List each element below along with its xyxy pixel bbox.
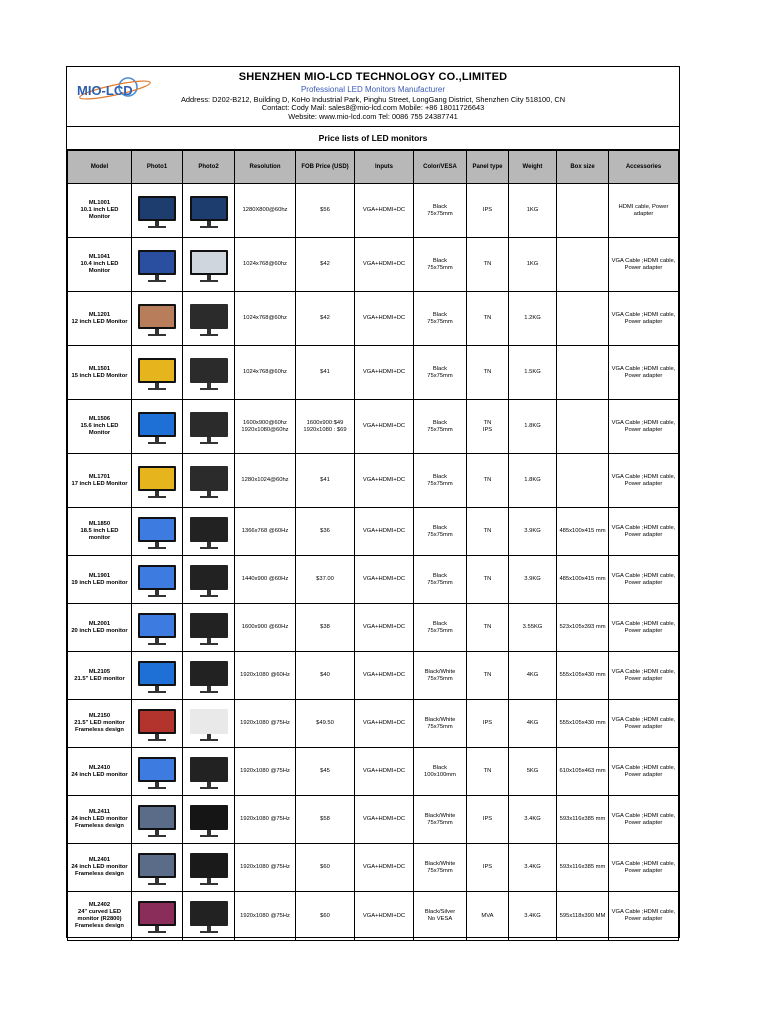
model-cell: ML2401 24 inch LED monitor Frameless design [68, 844, 132, 892]
panel-cell: IPS [467, 844, 509, 892]
resolution-cell: 1024x768@60hz [235, 346, 296, 400]
weight-cell: 5KG [509, 748, 557, 796]
photo1-cell [132, 346, 183, 400]
box-cell: 485x100x415 mm [557, 508, 609, 556]
table-row [68, 346, 679, 400]
inputs-cell: VGA+HDMI+DC [355, 454, 414, 508]
weight-cell: 3.9KG [509, 556, 557, 604]
accessories-cell: VGA Cable ;HDMI cable, Power adapter [609, 892, 679, 941]
photo2-cell [183, 796, 235, 844]
table-row [68, 652, 679, 700]
panel-cell: TN [467, 604, 509, 652]
accessories-cell: VGA Cable ;HDMI cable, Power adapter [609, 556, 679, 604]
photo1-cell [132, 292, 183, 346]
price-cell: $42 [296, 292, 355, 346]
monitor-flowers-image [135, 608, 179, 648]
monitor-face-image [135, 299, 179, 339]
inputs-cell: VGA+HDMI+DC [355, 508, 414, 556]
resolution-cell: 1920x1080 @75Hz [235, 748, 296, 796]
price-cell: $56 [296, 184, 355, 238]
photo1-cell [132, 748, 183, 796]
inputs-cell: VGA+HDMI+DC [355, 652, 414, 700]
col-box: Box size [557, 151, 609, 184]
monitor-red-frameless-image [135, 704, 179, 744]
weight-cell: 3.4KG [509, 844, 557, 892]
color-cell: Black/White 75x75mm [414, 652, 467, 700]
accessories-cell: VGA Cable ;HDMI cable, Power adapter [609, 400, 679, 454]
panel-cell: IPS [467, 796, 509, 844]
monitor-back-image [187, 353, 231, 393]
col-panel: Panel type [467, 151, 509, 184]
accessories-cell: VGA Cable ;HDMI cable, Power adapter [609, 292, 679, 346]
price-cell: $60 [296, 892, 355, 941]
table-row [68, 184, 679, 238]
color-cell: Black 75x75mm [414, 184, 467, 238]
weight-cell: 3.55KG [509, 604, 557, 652]
photo2-cell [183, 346, 235, 400]
color-cell: Black 75x75mm [414, 346, 467, 400]
panel-cell: TN [467, 556, 509, 604]
box-cell [557, 292, 609, 346]
photo2-cell [183, 700, 235, 748]
color-cell: Black 75x75mm [414, 400, 467, 454]
table-row [68, 748, 679, 796]
col-model: Model [68, 151, 132, 184]
resolution-cell: 1280x1024@60hz [235, 454, 296, 508]
photo1-cell [132, 508, 183, 556]
photo2-cell [183, 400, 235, 454]
panel-cell: IPS [467, 700, 509, 748]
price-list-title: Price lists of LED monitors [67, 126, 679, 150]
table-row [68, 604, 679, 652]
model-cell: ML1850 18.5 inch LED monitor [68, 508, 132, 556]
price-cell: $45 [296, 748, 355, 796]
inputs-cell: VGA+HDMI+DC [355, 700, 414, 748]
company-name: SHENZHEN MIO-LCD TECHNOLOGY CO.,LIMITED [238, 71, 508, 83]
box-cell: 485x100x415 mm [557, 556, 609, 604]
model-cell: ML1901 19 inch LED monitor [68, 556, 132, 604]
weight-cell: 3.9KG [509, 508, 557, 556]
table-row [68, 796, 679, 844]
resolution-cell: 1600x900 @60Hz [235, 604, 296, 652]
model-cell: ML2402 24" curved LED monitor (R2800) Frameless design [68, 892, 132, 941]
monitor-white-back-image [187, 704, 231, 744]
inputs-cell: VGA+HDMI+DC [355, 292, 414, 346]
weight-cell: 1KG [509, 184, 557, 238]
photo2-cell [183, 844, 235, 892]
box-cell [557, 400, 609, 454]
weight-cell: 3.4KG [509, 796, 557, 844]
col-resolution: Resolution [235, 151, 296, 184]
photo1-cell [132, 892, 183, 941]
accessories-cell: VGA Cable ;HDMI cable, Power adapter [609, 748, 679, 796]
monitor-back-wide-image [187, 656, 231, 696]
price-cell: $58 [296, 796, 355, 844]
monitor-flowers-image [135, 512, 179, 552]
photo2-cell [183, 604, 235, 652]
monitor-back-wide-image [187, 608, 231, 648]
monitor-back-image [187, 461, 231, 501]
col-photo1: Photo1 [132, 151, 183, 184]
model-cell: ML2410 24 inch LED monitor [68, 748, 132, 796]
monitor-back-image [187, 407, 231, 447]
price-cell: 1600x900:$49 1920x1080 : $69 [296, 400, 355, 454]
header [67, 67, 679, 126]
resolution-cell: 1024x768@60hz [235, 292, 296, 346]
table-row [68, 508, 679, 556]
photo2-cell [183, 508, 235, 556]
panel-cell: IPS [467, 184, 509, 238]
color-cell: Black 75x75mm [414, 454, 467, 508]
color-cell: Black/White 75x75mm [414, 700, 467, 748]
box-cell: 593x116x385 mm [557, 796, 609, 844]
accessories-cell: VGA Cable ;HDMI cable, Power adapter [609, 652, 679, 700]
photo1-cell [132, 604, 183, 652]
monitor-dark-image [187, 800, 231, 840]
inputs-cell: VGA+HDMI+DC [355, 556, 414, 604]
accessories-cell: VGA Cable ;HDMI cable, Power adapter [609, 796, 679, 844]
box-cell: 555x105x430 mm [557, 700, 609, 748]
box-cell: 595x118x390 MM [557, 892, 609, 941]
color-cell: Black 75x75mm [414, 292, 467, 346]
resolution-cell: 1024x768@60hz [235, 238, 296, 292]
model-cell: ML2001 20 inch LED monitor [68, 604, 132, 652]
accessories-cell: VGA Cable ;HDMI cable, Power adapter [609, 844, 679, 892]
photo1-cell [132, 796, 183, 844]
table-row [68, 556, 679, 604]
photo2-cell [183, 556, 235, 604]
price-cell: $36 [296, 508, 355, 556]
accessories-cell: VGA Cable ;HDMI cable, Power adapter [609, 454, 679, 508]
resolution-cell: 1920x1080 @75Hz [235, 844, 296, 892]
monitor-dark-angled-image [187, 848, 231, 888]
accessories-cell: VGA Cable ;HDMI cable, Power adapter [609, 604, 679, 652]
table-row [68, 454, 679, 508]
inputs-cell: VGA+HDMI+DC [355, 184, 414, 238]
table-header-row [68, 151, 679, 184]
price-cell: $41 [296, 346, 355, 400]
price-sheet [66, 66, 680, 938]
photo1-cell [132, 454, 183, 508]
col-accessories: Accessories [609, 151, 679, 184]
photo1-cell [132, 652, 183, 700]
color-cell: Black/Silver No VESA [414, 892, 467, 941]
col-price: FOB Price (USD) [296, 151, 355, 184]
price-cell: $38 [296, 604, 355, 652]
price-cell: $60 [296, 844, 355, 892]
panel-cell: TN IPS [467, 400, 509, 454]
weight-cell: 1.8KG [509, 454, 557, 508]
panel-cell: TN [467, 652, 509, 700]
photo1-cell [132, 700, 183, 748]
color-cell: Black 100x100mm [414, 748, 467, 796]
resolution-cell: 1366x768 @60Hz [235, 508, 296, 556]
color-cell: Black/White 75x75mm [414, 796, 467, 844]
monitor-back-wide-image [187, 560, 231, 600]
photo1-cell [132, 556, 183, 604]
accessories-cell: VGA Cable ;HDMI cable, Power adapter [609, 346, 679, 400]
color-cell: Black/White 75x75mm [414, 844, 467, 892]
monitor-city-image [135, 245, 179, 285]
col-color: Color/VESA [414, 151, 467, 184]
inputs-cell: VGA+HDMI+DC [355, 844, 414, 892]
resolution-cell: 1600x900@60hz 1920x1080@60hz [235, 400, 296, 454]
weight-cell: 1KG [509, 238, 557, 292]
col-weight: Weight [509, 151, 557, 184]
model-cell: ML1506 15.6 inch LED Monitor [68, 400, 132, 454]
weight-cell: 1.2KG [509, 292, 557, 346]
contact-line: Contact: Cody Mail: sales8@mio-lcd.com Mobile: +86 18011726643 [261, 103, 485, 112]
panel-cell: TN [467, 346, 509, 400]
model-cell: ML1201 12 inch LED Monitor [68, 292, 132, 346]
table-row [68, 892, 679, 941]
resolution-cell: 1920x1080 @75Hz [235, 796, 296, 844]
inputs-cell: VGA+HDMI+DC [355, 400, 414, 454]
model-cell: ML1501 15 inch LED Monitor [68, 346, 132, 400]
panel-cell: TN [467, 748, 509, 796]
box-cell: 593x116x385 mm [557, 844, 609, 892]
model-cell: ML1041 10.4 inch LED Monitor [68, 238, 132, 292]
photo2-cell [183, 652, 235, 700]
inputs-cell: VGA+HDMI+DC [355, 346, 414, 400]
box-cell [557, 184, 609, 238]
accessories-cell: VGA Cable ;HDMI cable, Power adapter [609, 508, 679, 556]
inputs-cell: VGA+HDMI+DC [355, 796, 414, 844]
price-cell: $49.50 [296, 700, 355, 748]
color-cell: Black 75x75mm [414, 238, 467, 292]
photo1-cell [132, 400, 183, 454]
photo1-cell [132, 184, 183, 238]
website-line: Website: www.mio-lcd.com Tel: 0086 755 24387741 [288, 112, 458, 121]
panel-cell: TN [467, 508, 509, 556]
monitor-back-wide-image [187, 752, 231, 792]
model-cell: ML1001 10.1 inch LED Monitor [68, 184, 132, 238]
photo1-cell [132, 844, 183, 892]
photo2-cell [183, 892, 235, 941]
box-cell [557, 454, 609, 508]
weight-cell: 1.8KG [509, 400, 557, 454]
box-cell: 523x105x393 mm [557, 604, 609, 652]
color-cell: Black 75x75mm [414, 508, 467, 556]
photo2-cell [183, 748, 235, 796]
model-cell: ML1701 17 inch LED Monitor [68, 454, 132, 508]
col-photo2: Photo2 [183, 151, 235, 184]
inputs-cell: VGA+HDMI+DC [355, 748, 414, 796]
resolution-cell: 1280X800@60hz [235, 184, 296, 238]
monitor-curved-game-image [135, 896, 179, 936]
photo2-cell [183, 238, 235, 292]
panel-cell: TN [467, 454, 509, 508]
table-row [68, 238, 679, 292]
model-cell: ML2411 24 inch LED monitor Frameless design [68, 796, 132, 844]
monitor-front-stand-image [135, 191, 179, 231]
panel-cell: MVA [467, 892, 509, 941]
table-row [68, 844, 679, 892]
monitor-flowers-image [135, 752, 179, 792]
monitor-windows-image [135, 407, 179, 447]
table-row [68, 700, 679, 748]
inputs-cell: VGA+HDMI+DC [355, 892, 414, 941]
logo-text: MIO-LCD [77, 83, 133, 98]
price-cell: $42 [296, 238, 355, 292]
resolution-cell: 1920x1080 @60Hz [235, 652, 296, 700]
price-table [67, 150, 679, 941]
photo2-cell [183, 292, 235, 346]
tagline: Professional LED Monitors Manufacturer [300, 85, 446, 94]
box-cell: 555x105x430 mm [557, 652, 609, 700]
weight-cell: 4KG [509, 700, 557, 748]
resolution-cell: 1440x900 @60Hz [235, 556, 296, 604]
accessories-cell: VGA Cable ;HDMI cable, Power adapter [609, 700, 679, 748]
weight-cell: 1.5KG [509, 346, 557, 400]
model-cell: ML2150 21.5" LED monitor Frameless design [68, 700, 132, 748]
monitor-flowers-image [135, 560, 179, 600]
monitor-silver-image [187, 245, 231, 285]
price-cell: $40 [296, 652, 355, 700]
resolution-cell: 1920x1080 @75Hz [235, 892, 296, 941]
monitor-sunflower-image [135, 353, 179, 393]
monitor-front-stand-image [187, 191, 231, 231]
inputs-cell: VGA+HDMI+DC [355, 238, 414, 292]
box-cell: 610x105x463 mm [557, 748, 609, 796]
monitor-back-image [187, 299, 231, 339]
accessories-cell: VGA Cable ;HDMI cable, Power adapter [609, 238, 679, 292]
color-cell: Black 75x75mm [414, 604, 467, 652]
monitor-curved-back-image [187, 896, 231, 936]
inputs-cell: VGA+HDMI+DC [355, 604, 414, 652]
panel-cell: TN [467, 238, 509, 292]
model-cell: ML2105 21.5" LED monitor [68, 652, 132, 700]
monitor-windows-image [135, 656, 179, 696]
accessories-cell: HDMI cable, Power adapter [609, 184, 679, 238]
price-cell: $37.00 [296, 556, 355, 604]
monitor-game-image [135, 800, 179, 840]
color-cell: Black 75x75mm [414, 556, 467, 604]
monitor-back-wide-image [187, 512, 231, 552]
monitor-game-image [135, 848, 179, 888]
box-cell [557, 238, 609, 292]
photo1-cell [132, 238, 183, 292]
table-row [68, 292, 679, 346]
resolution-cell: 1920x1080 @75Hz [235, 700, 296, 748]
price-cell: $41 [296, 454, 355, 508]
table-row [68, 400, 679, 454]
weight-cell: 4KG [509, 652, 557, 700]
monitor-sunflower-image [135, 461, 179, 501]
col-inputs: Inputs [355, 151, 414, 184]
panel-cell: TN [467, 292, 509, 346]
weight-cell: 3.4KG [509, 892, 557, 941]
photo2-cell [183, 454, 235, 508]
box-cell [557, 346, 609, 400]
photo2-cell [183, 184, 235, 238]
address: Address: D202-B212, Building D, KoHo Industrial Park, Pinghu Street, LongGang District, Shenzhen City 518100, CN [180, 95, 566, 104]
